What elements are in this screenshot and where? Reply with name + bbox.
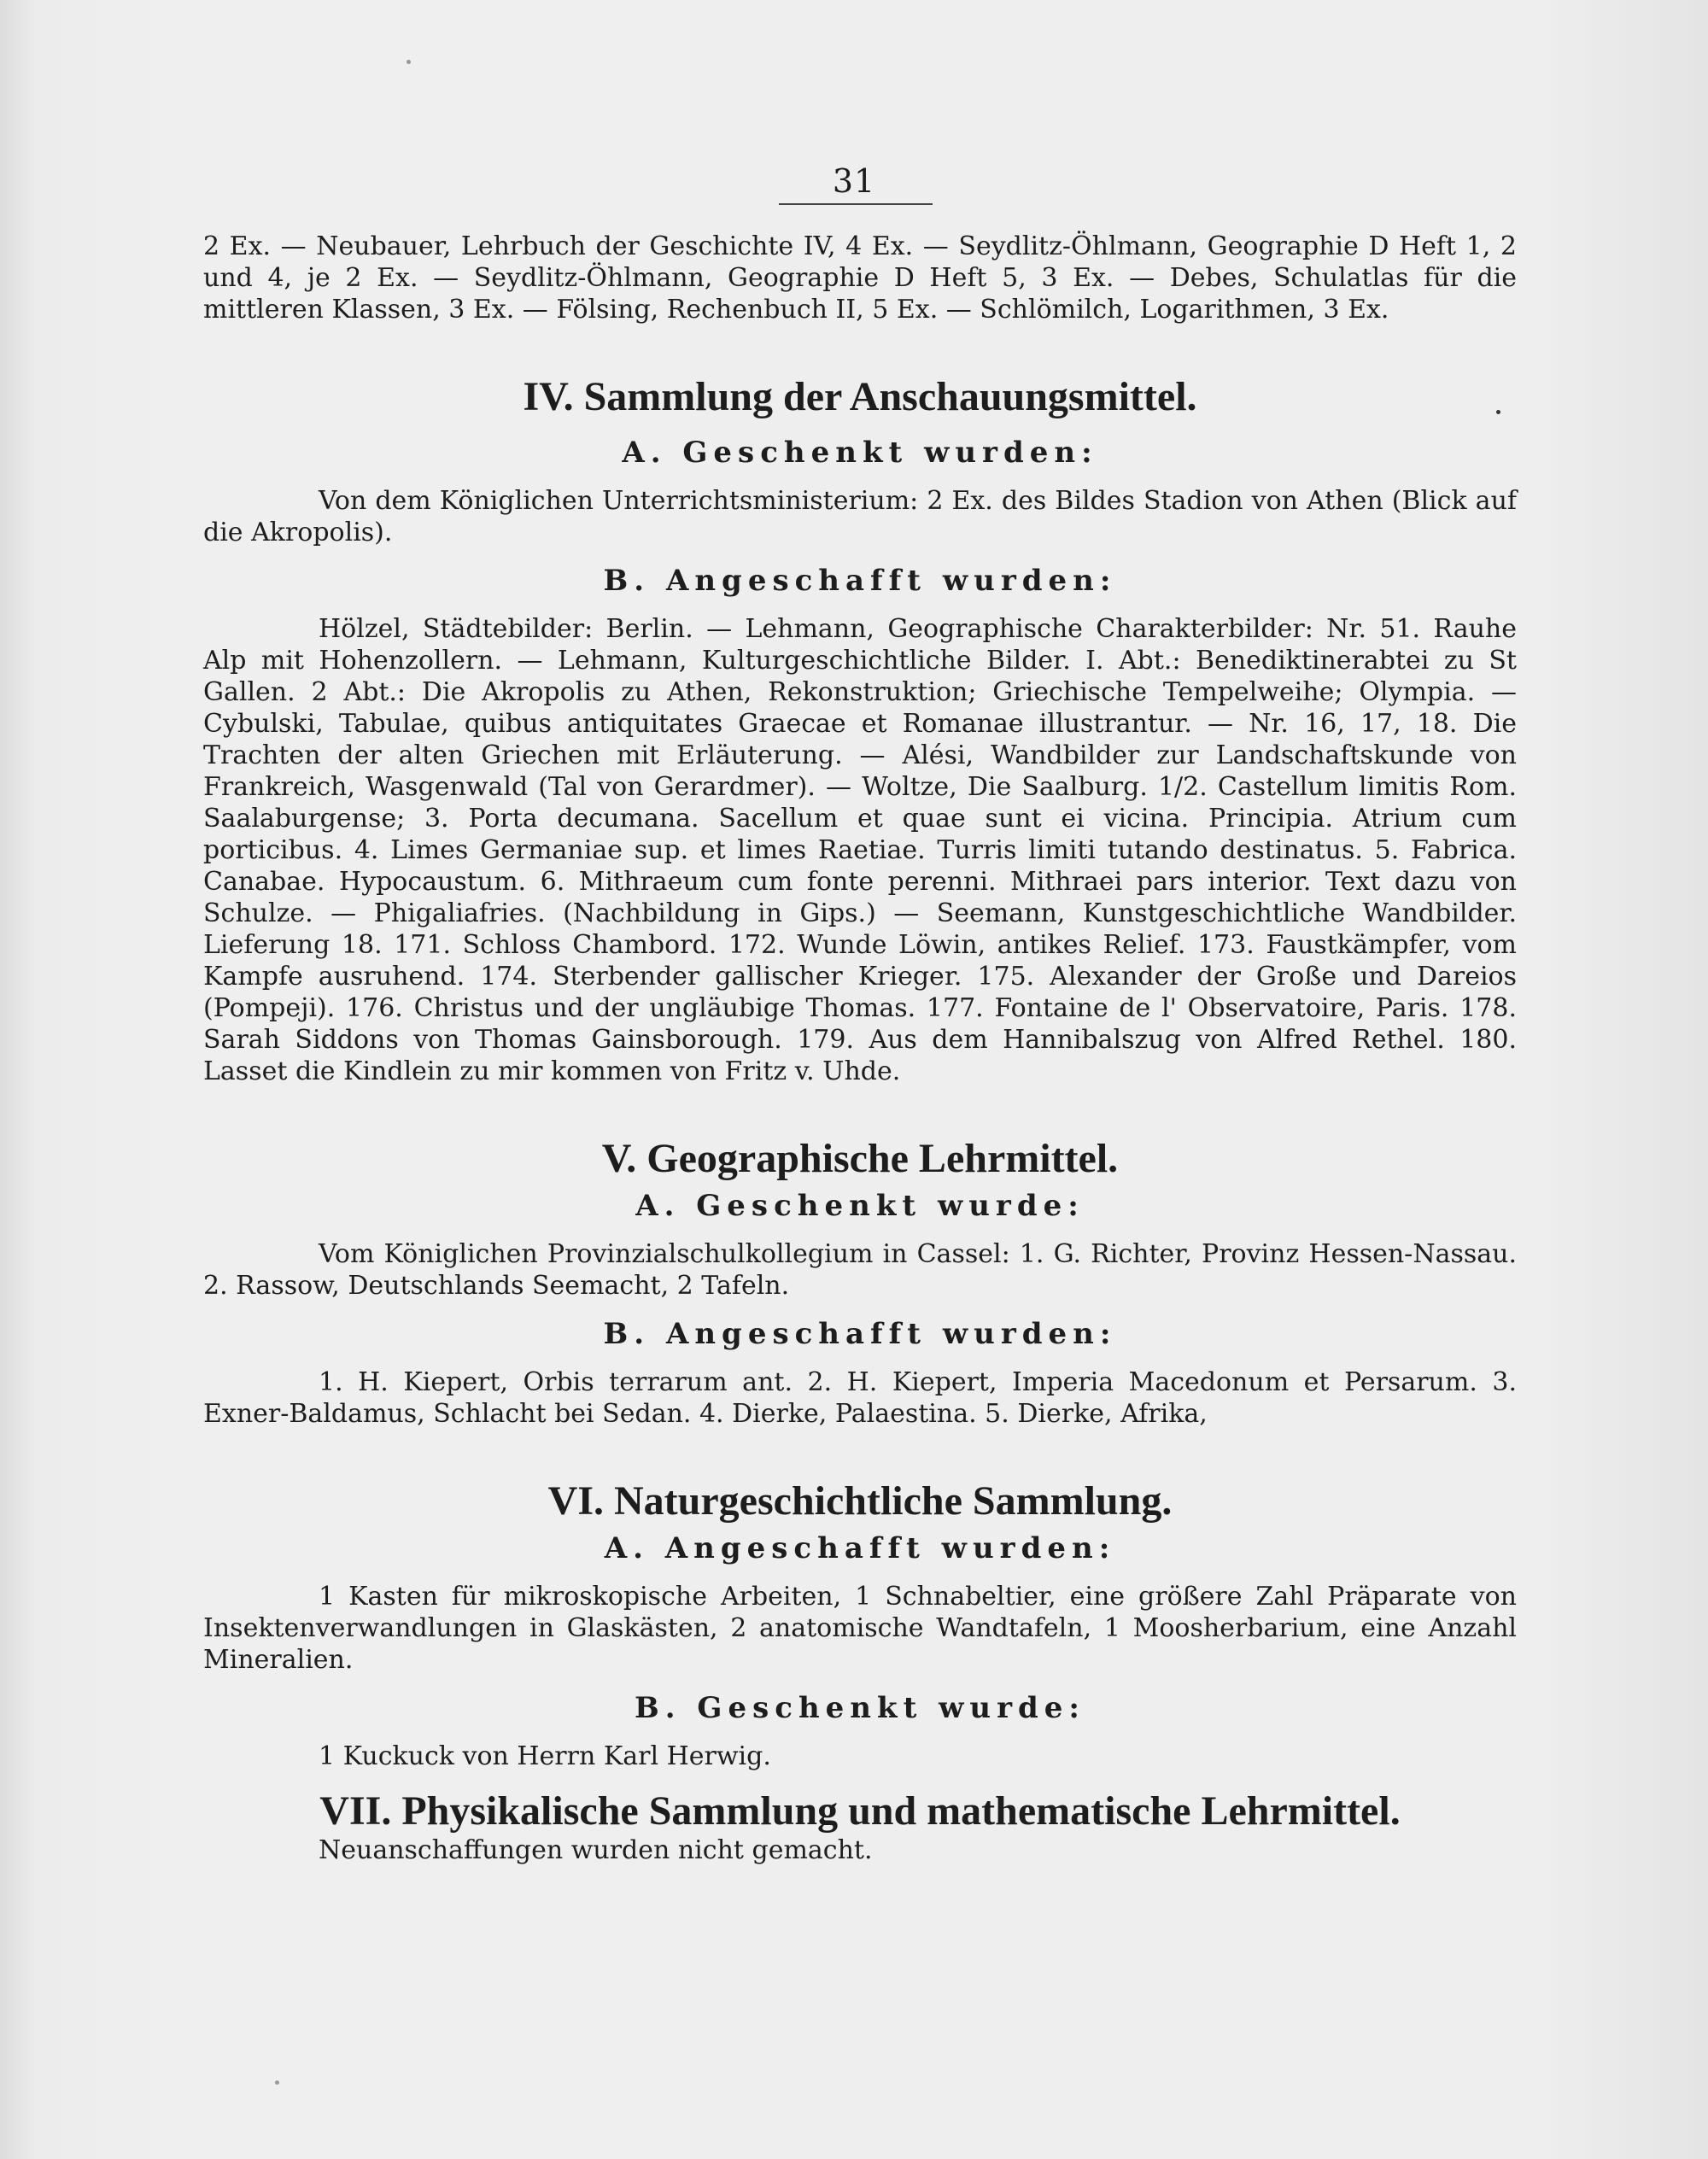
section-v-title: V. Geographische Lehrmittel. bbox=[601, 1136, 1119, 1181]
section-iv-title: IV. Sammlung der Anschauungsmittel. bbox=[523, 374, 1197, 419]
section-iv-a-paragraph: Von dem Königlichen Unterrichtsministerium: 2 Ex. des Bildes Stadion von Athen (Blick auf die Akropolis). bbox=[203, 486, 1517, 547]
text-column bbox=[203, 231, 1517, 1866]
section-iv-b-paragraph: Hölzel, Städtebilder: Berlin. — Lehmann, Geographische Charakterbilder: Nr. 51. Rauhe Alp mit Hohenzollern. — Lehmann, Kulturgeschichtliche Bilder. I. Abt.: Benediktinerabtei zu St Gallen. 2 Abt.: Die Akropolis zu Athen, Rekonstruktion; Griechische Tempelweihe; Olympia. — Cybulski, Tabulae, quibus antiquitates Graecae et Romanae illustrantur. — Nr. 16, 17, 18. Die Trachten der alten Griechen mit Erläuterung. — Alési, Wandbilder zur Landschaftskunde von Frankreich, Wasgenwald (Tal von Gerardmer). — Woltze, Die Saalburg. 1/2. Castellum limitis Rom. Saalaburgense; 3. Porta decumana. Sacellum et quae sunt ei vicina. Principia. Atrium cum porticibus. 4. Limes Germaniae sup. et limes Raetiae. Turris limiti tutando destinatus. 5. Fabrica. Canabae. Hypocaustum. 6. Mithraeum cum fonte perenni. Mithraei pars interior. Text dazu von Schulze. — Phigaliafries. (Nachbildung in Gips.) — Seemann, Kunstgeschichtliche Wandbilder. Lieferung 18. 171. Schloss Chambord. 172. Wunde Löwin, antikes Relief. 173. Faustkämpfer, vom Kampfe ausruhend. 174. Sterbender gallischer Krieger. 175. Alexander der Große und Dareios (Pompeji). 176. Christus und der ungläubige Thomas. 177. Fontaine de l' Observatoire, Paris. 178. Sarah Siddons von Thomas Gainsborough. 179. Aus dem Hannibalszug von Alfred Rethel. 180. Lasset die Kindlein zu mir kommen von Fritz v. Uhde. bbox=[203, 614, 1517, 1086]
section-vi-a-paragraph: 1 Kasten für mikroskopische Arbeiten, 1 Schnabeltier, eine größere Zahl Präparate von Insektenverwandlungen in Glaskästen, 2 anatomische Wandtafeln, 1 Moosherbarium, eine Anzahl Mineralien. bbox=[203, 1582, 1517, 1675]
section-vi-b-heading: B. Geschenkt wurde: bbox=[635, 1691, 1085, 1725]
section-v-a-paragraph: Vom Königlichen Provinzialschulkollegium in Cassel: 1. G. Richter, Provinz Hessen-Nassau. 2. Rassow, Deutschlands Seemacht, 2 Tafeln. bbox=[203, 1239, 1517, 1301]
section-vii-paragraph: Neuanschaffungen wurden nicht gemacht. bbox=[319, 1835, 873, 1865]
page-number: 31 bbox=[832, 162, 876, 200]
section-iv-b-heading: B. Angeschafft wurden: bbox=[603, 564, 1117, 598]
intro-paragraph: 2 Ex. — Neubauer, Lehrbuch der Geschichte IV, 4 Ex. — Seydlitz-Öhlmann, Geographie D Heft 1, 2 und 4, je 2 Ex. — Seydlitz-Öhlmann, Geographie D Heft 5, 3 Ex. — Debes, Schulatlas für die mittleren Klassen, 3 Ex. — Fölsing, Rechenbuch II, 5 Ex. — Schlömilch, Logarithmen, 3 Ex. bbox=[203, 231, 1517, 325]
section-iv-a-heading: A. Geschenkt wurden: bbox=[622, 436, 1098, 470]
page-number-rule bbox=[779, 203, 933, 205]
section-vii-title: VII. Physikalische Sammlung und mathematische Lehrmittel. bbox=[319, 1788, 1401, 1834]
paper-speck bbox=[407, 60, 411, 64]
section-vi-b-paragraph: 1 Kuckuck von Herrn Karl Herwig. bbox=[319, 1741, 771, 1771]
section-v-b-heading: B. Angeschafft wurden: bbox=[603, 1317, 1117, 1351]
section-v-b-paragraph: 1. H. Kiepert, Orbis terrarum ant. 2. H. Kiepert, Imperia Macedonum et Persarum. 3. Exner-Baldamus, Schlacht bei Sedan. 4. Dierke, Palaestina. 5. Dierke, Afrika, bbox=[203, 1367, 1517, 1429]
section-vi-title: VI. Naturgeschichtliche Sammlung. bbox=[547, 1478, 1173, 1524]
section-v-a-heading: A. Geschenkt wurde: bbox=[635, 1189, 1085, 1223]
paper-speck bbox=[275, 2080, 279, 2085]
section-vi-a-heading: A. Angeschafft wurden: bbox=[604, 1531, 1116, 1565]
